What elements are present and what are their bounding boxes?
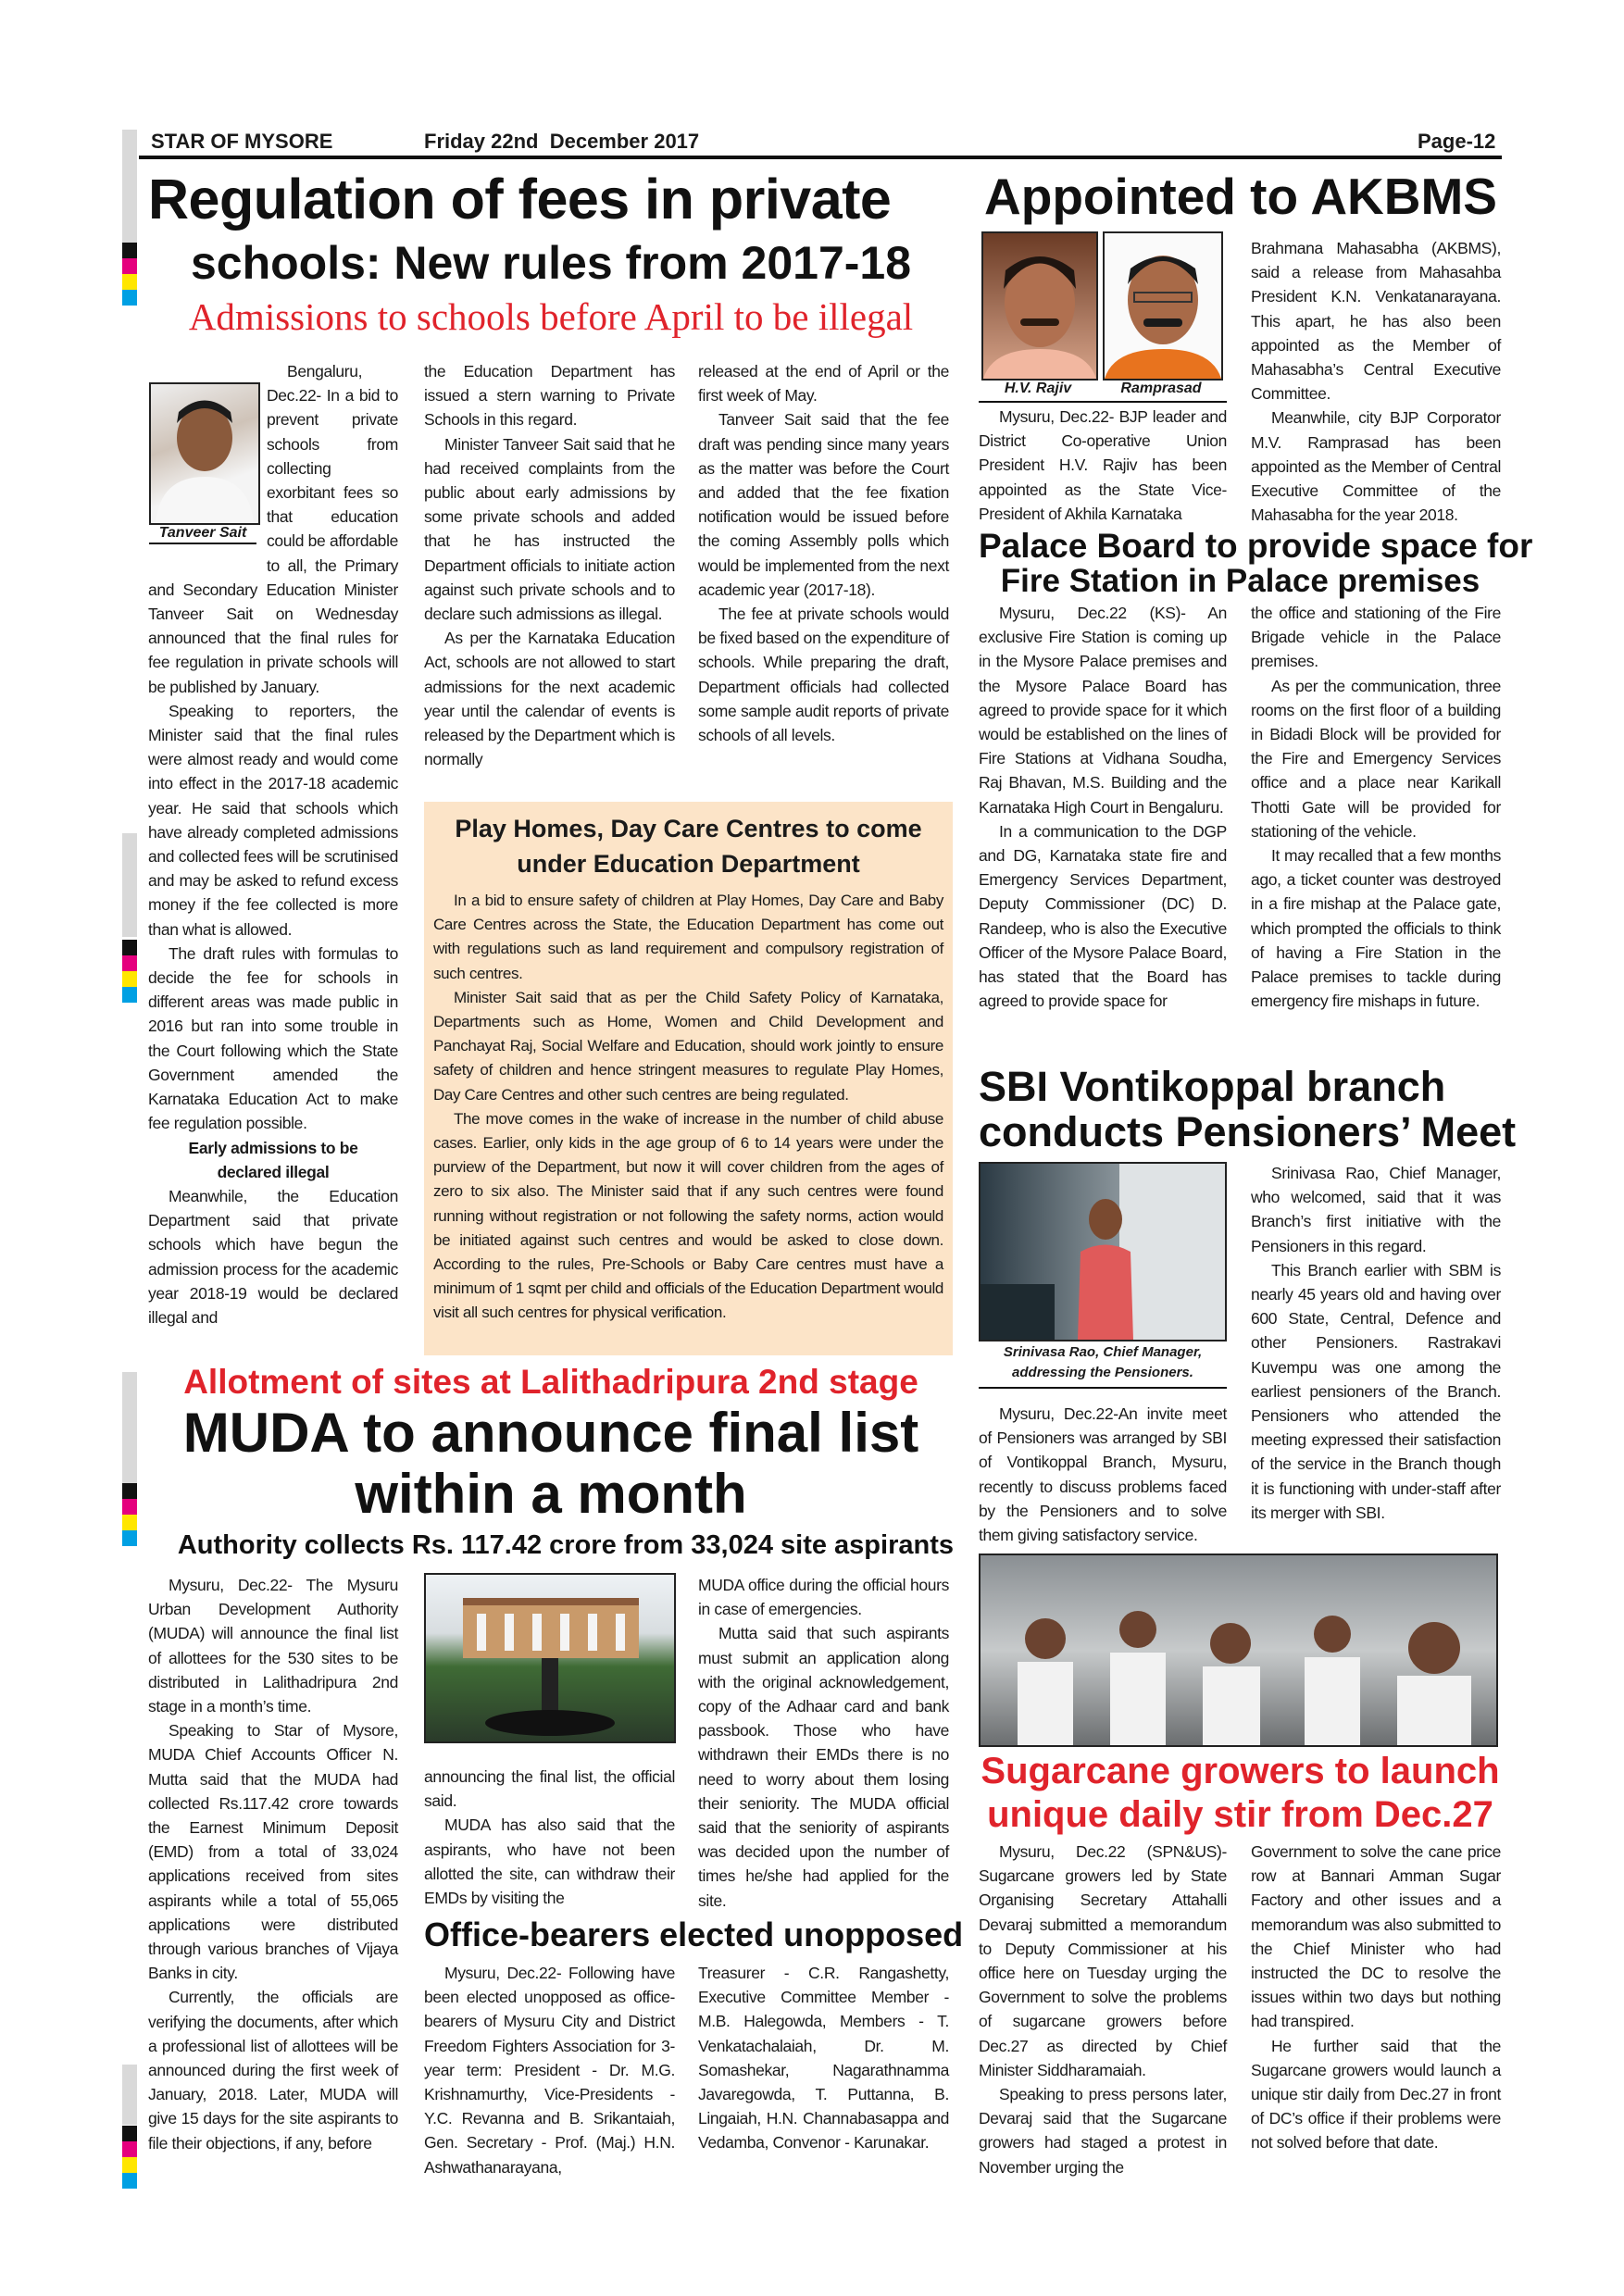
paragraph: Mysuru, Dec.22- BJP leader and District Co-operative Union President H.V. Rajiv has been appointed as the State Vice-President of Akhila Karnataka [979, 407, 1227, 523]
margin-bar [122, 833, 137, 937]
paragraph: This Branch earlier with SBM is nearly 45 years old and having over 600 State, Central, Defence and other Pensioners. Rastrakavi Kuvempu was one among the earliest pensioners of the Branch. Pensioners who attended the meeting expressed their satisfaction of the service in the Branch though it is functioning with under-staff after its merger with SBI. [1251, 1260, 1501, 1522]
paragraph: As per the communication, three rooms on the first floor of a building in Bidadi Block will be provided for the Fire and Emergency Services office and a place near Karikall Thotti Gate will be provided for stationing of the vehicle. [1251, 676, 1501, 841]
paragraph: Treasurer - C.R. Rangashetty, Executive Committee Member - M.B. Halegowda, Members - T. Venkatachalaiah, Dr. M. Somashekar, Nagarathnamma Javaregowda, T. Puttanna, B. Lingaiah, H.N. Channabasappa and Vedamba, Convenor - Karunakar. [698, 1964, 949, 2152]
paragraph: Tanveer Sait said that the fee draft was pending since many years as the matter was before the Court and added that the fee fixation notification would be issued before the coming Assembly polls which would be implemented from the next academic year (2017-18). [698, 410, 949, 599]
muda-deck: Authority collects Rs. 117.42 crore from 33,024 site aspirants [177, 1530, 954, 1560]
muda-office-photo [424, 1573, 676, 1743]
photo-caption: Tanveer Sait [149, 524, 256, 544]
paragraph: In a bid to ensure safety of children at Play Homes, Day Care and Baby Care Centres across the State, the Education Department has come out with regulations such as land requirement and compulsory registration of such centres. [433, 892, 943, 982]
fees-headline-line2: schools: New rules from 2017-18 [190, 237, 912, 289]
fees-headline: Regulation of fees in private [148, 168, 892, 231]
photo-caption: Ramprasad [1120, 381, 1202, 396]
fees-subheadline: Admissions to schools before April to be illegal [188, 295, 914, 338]
paragraph: Mysuru, Dec.22-An invite meet of Pensioners was arranged by SBI of Vontikoppal Branch, Mysuru, recently to discuss problems faced by the Pensioners and to solve them giving satisfactory service. [979, 1404, 1227, 1545]
issue-date: Friday 22nd December 2017 [424, 130, 700, 153]
play-homes-box [424, 802, 953, 1355]
office-bearers-headline: Office-bearers elected unopposed [424, 1915, 964, 1953]
paragraph: the office and stationing of the Fire Brigade vehicle in the Palace premises. [1251, 604, 1501, 671]
ramprasad-photo [1103, 231, 1223, 381]
paragraph: Bengaluru, Dec.22- In a bid to prevent private schools from collecting exorbitant fees so that education could be affordable to all, the Primary and Secondary Education Minister Tanveer Sait on Wednesday announced that the final rules for fee regulation in private schools will be published by January. [148, 362, 398, 696]
paragraph: Currently, the officials are verifying the documents, after which a professional list of allottees will be announced during the first week of January, 2018. Later, MUDA will give 15 days for the site aspirants to file their objections, if any, before [148, 1988, 398, 2152]
paragraph: Meanwhile, city BJP Corporator M.V. Ramprasad has been appointed as the Member of Central Executive Committee of the Mahasabha for the year 2018. [1251, 408, 1501, 525]
paragraph: He further said that the Sugarcane growers would launch a unique stir daily from Dec.27 in front of DC’s office if their problems were not solved before that date. [1251, 2036, 1501, 2152]
akbms-column-2 [1251, 236, 1501, 525]
paragraph: Meanwhile, the Education Department said that private schools which have begun the admission process for the academic year 2018-19 would be declared illegal and [148, 1186, 398, 1327]
paragraph: It may recalled that a few months ago, a ticket counter was destroyed in a fire mishap at the Palace gate, which prompted the officials to think of having a Fire Station in the Palace premises to tackle during emergency fire mishaps in future. [1251, 846, 1501, 1011]
masthead-name: STAR OF MYSORE [151, 130, 333, 153]
paragraph: Mysuru, Dec.22 (SPN&US)- Sugarcane growers led by State Organising Secretary Attahalli Devaraj submitted a memorandum to Deputy Commissioner at his office here on Tuesday urging the Government to solve the problems of sugarcane growers before Dec.27 as directed by Chief Minister Siddharamaiah. [979, 1842, 1227, 2079]
paragraph: released at the end of April or the first week of May. [698, 362, 949, 406]
paragraph: MUDA has also said that the aspirants, who have not been allotted the site, can withdraw their EMDs by visiting the [424, 1816, 675, 1908]
page-number: Page-12 [1418, 130, 1496, 153]
inline-subhead: Early admissions to be declared illegal [188, 1138, 358, 1181]
muda-headline: MUDA to announce final list [182, 1402, 919, 1464]
akbms-column-1 [979, 405, 1227, 526]
muda-column-3 [698, 1573, 949, 1913]
office-column-1 [424, 1961, 675, 2179]
paragraph: Speaking to reporters, the Minister said that the final rules were almost ready and would come into effect in the 2017-18 academic year. He said that schools which have already completed admissions and collected fees will be scrutinised and may be asked to refund excess money if the fee collected is more than what is allowed. [148, 701, 398, 939]
color-registration-mark [122, 1483, 137, 1546]
box-title [424, 811, 953, 881]
paragraph: Mysuru, Dec.22 (KS)- An exclusive Fire Station is coming up in the Mysore Palace premises and the Mysore Palace Board has agreed to provide space for it which would be established on the lines of Fire Stations at Vidhana Soudha, Raj Bhavan, M.S. Building and the Karnataka High Court in Bengaluru. [979, 604, 1227, 817]
muda-column-1 [148, 1573, 398, 2179]
paragraph: Mysuru, Dec.22- The Mysuru Urban Development Authority (MUDA) will announce the final list of allottees for the 530 sites to be distributed in Lalithadripura 2nd stage in a month’s time. [148, 1576, 398, 1716]
palace-column-1 [979, 601, 1227, 1038]
pensioners-meeting-photo [979, 1554, 1498, 1747]
paragraph: announcing the final list, the official said. [424, 1767, 675, 1811]
fees-column-1 [148, 359, 398, 1354]
paragraph: The draft rules with formulas to decide the fee for schools in different areas was made public in 2016 but ran into some trouble in the Court following which the State Government amended the Karnataka Education Act to make fee regulation possible. [148, 943, 398, 1133]
sbi-headline-line2: conducts Pensioners’ Meet [979, 1108, 1517, 1155]
photo-caption: H.V. Rajiv [1004, 381, 1072, 396]
srinivasa-rao-photo [979, 1162, 1227, 1341]
akbms-headline: Appointed to AKBMS [984, 168, 1497, 225]
caption-rule [979, 401, 1227, 403]
muda-headline-line2: within a month [355, 1463, 747, 1525]
paragraph: Brahmana Mahasabha (AKBMS), said a release from Mahasahba President K.N. Venkatanarayana. This apart, he has also been appointed as the Member of Mahasabha’s Central Executive Committee. [1251, 239, 1501, 404]
sugarcane-headline-line2: unique daily stir from Dec.27 [987, 1794, 1493, 1835]
paragraph: Speaking to Star of Mysore, MUDA Chief Accounts Officer N. Mutta said that the MUDA had collected Rs.117.42 crore towards the Earnest Minimum Deposit (EMD) from a total of 33,024 applications received from sites aspirants while a total of 55,065 applications were distributed through various branches of Vijaya Banks in city. [148, 1721, 398, 1983]
header-rule [139, 156, 1502, 159]
margin-bar [122, 1372, 137, 1483]
muda-kicker: Allotment of sites at Lalithadripura 2nd stage [183, 1363, 918, 1401]
paragraph: Minister Tanveer Sait said that he had received complaints from the public about early admissions by some private schools and added that he has instructed the Department officials to initiate action against such private schools and to declare such admissions as illegal. [424, 434, 675, 624]
paragraph: Government to solve the cane price row at Bannari Amman Sugar Factory and other issues and a memorandum was also submitted to the Chief Minister who had instructed the DC to resolve the issues within two days but nothing had transpired. [1251, 1842, 1501, 2031]
sbi-column-2 [1251, 1161, 1501, 1550]
photo-caption: Srinivasa Rao, Chief Manager, addressing the Pensioners. [979, 1342, 1227, 1389]
palace-column-2 [1251, 601, 1501, 1038]
margin-bar [122, 2065, 137, 2125]
paragraph: Minister Sait said that as per the Child Safety Policy of Karnataka, Departments such as Home, Women and Child Development and Panchayat Raj, Social Welfare and Education, should work jointly to ensure safety of children and hence stringent measures to regulate Play Homes, Day Care Centres and other such centres are being regulated. [433, 988, 943, 1104]
paragraph: In a communication to the DGP and DG, Karnataka state fire and Emergency Services Department, Deputy Commissioner (DC) D. Randeep, who is also the Executive Officer of the Mysore Palace Board, has stated that the Board has agreed to provide space for [979, 821, 1227, 1011]
paragraph: The move comes in the wake of increase in the number of child abuse cases. Earlier, only kids in the age group of 6 to 14 years were under the purview of the Department, but now it will cover children from the ages of zero to six also. The Minister said that if any such centres were found running without registration or not following the safety norms, action would be initiated against such centres and would be asked to close down. According to the rules, Pre-Schools or Baby Care centres must have a minimum of 1 sqmt per child and officials of the Education Department would visit all such centres for physical verification. [433, 1109, 943, 1322]
sugarcane-column-1 [979, 1840, 1227, 2179]
paragraph: As per the Karnataka Education Act, schools are not allowed to start admissions for the next academic year until the calendar of events is released by the Department which is normally [424, 629, 675, 769]
paragraph: The fee at private schools would be fixed based on the expenditure of schools. While preparing the draft, Department officials had collected some sample audit reports of private schools of all levels. [698, 605, 949, 745]
box-title-line: under Education Department [517, 850, 860, 878]
sbi-headline: SBI Vontikoppal branch [979, 1063, 1446, 1110]
palace-headline-line2: Fire Station in Palace premises [1000, 563, 1480, 599]
paragraph: MUDA office during the official hours in case of emergencies. [698, 1576, 949, 1619]
office-column-2 [698, 1961, 949, 2179]
muda-column-2 [424, 1765, 675, 1911]
sugarcane-headline: Sugarcane growers to launch [981, 1751, 1500, 1791]
paragraph: Mysuru, Dec.22- Following have been elected unopposed as office-bearers of Mysuru City and District Freedom Fighters Association for 3-year term: President - Dr. M.G. Krishnamurthy, Vice-Presidents - Y.C. Revanna and B. Srikantaiah, Gen. Secretary - Prof. (Maj.) H.N. Ashwathanarayana, [424, 1964, 675, 2177]
paragraph: Srinivasa Rao, Chief Manager, who welcomed, said that it was Branch’s first initiative with the Pensioners in this regard. [1251, 1164, 1501, 1255]
paragraph: Mutta said that such aspirants must submit an application along with the original acknowledgement, copy of the Adhaar card and bank passbook. Those who have withdrawn their EMDs there is no need to worry about them losing their seniority. The MUDA official said that the seniority of aspirants was decided upon the number of times he/she had applied for the site. [698, 1624, 949, 1910]
paragraph: Speaking to press persons later, Devaraj said that the Sugarcane growers had staged a protest in November urging the [979, 2085, 1227, 2177]
palace-headline: Palace Board to provide space for [979, 527, 1533, 565]
color-registration-mark [122, 243, 137, 306]
color-registration-mark [122, 940, 137, 1003]
hv-rajiv-photo [981, 231, 1098, 381]
sugarcane-column-2 [1251, 1840, 1501, 2179]
color-registration-mark [122, 2126, 137, 2189]
fees-column-2 [424, 359, 675, 795]
margin-bar [122, 130, 137, 243]
fees-column-3 [698, 359, 949, 795]
sbi-column-1 [979, 1402, 1227, 1548]
box-title-line: Play Homes, Day Care Centres to come [455, 815, 922, 842]
paragraph: the Education Department has issued a stern warning to Private Schools in this regard. [424, 362, 675, 430]
